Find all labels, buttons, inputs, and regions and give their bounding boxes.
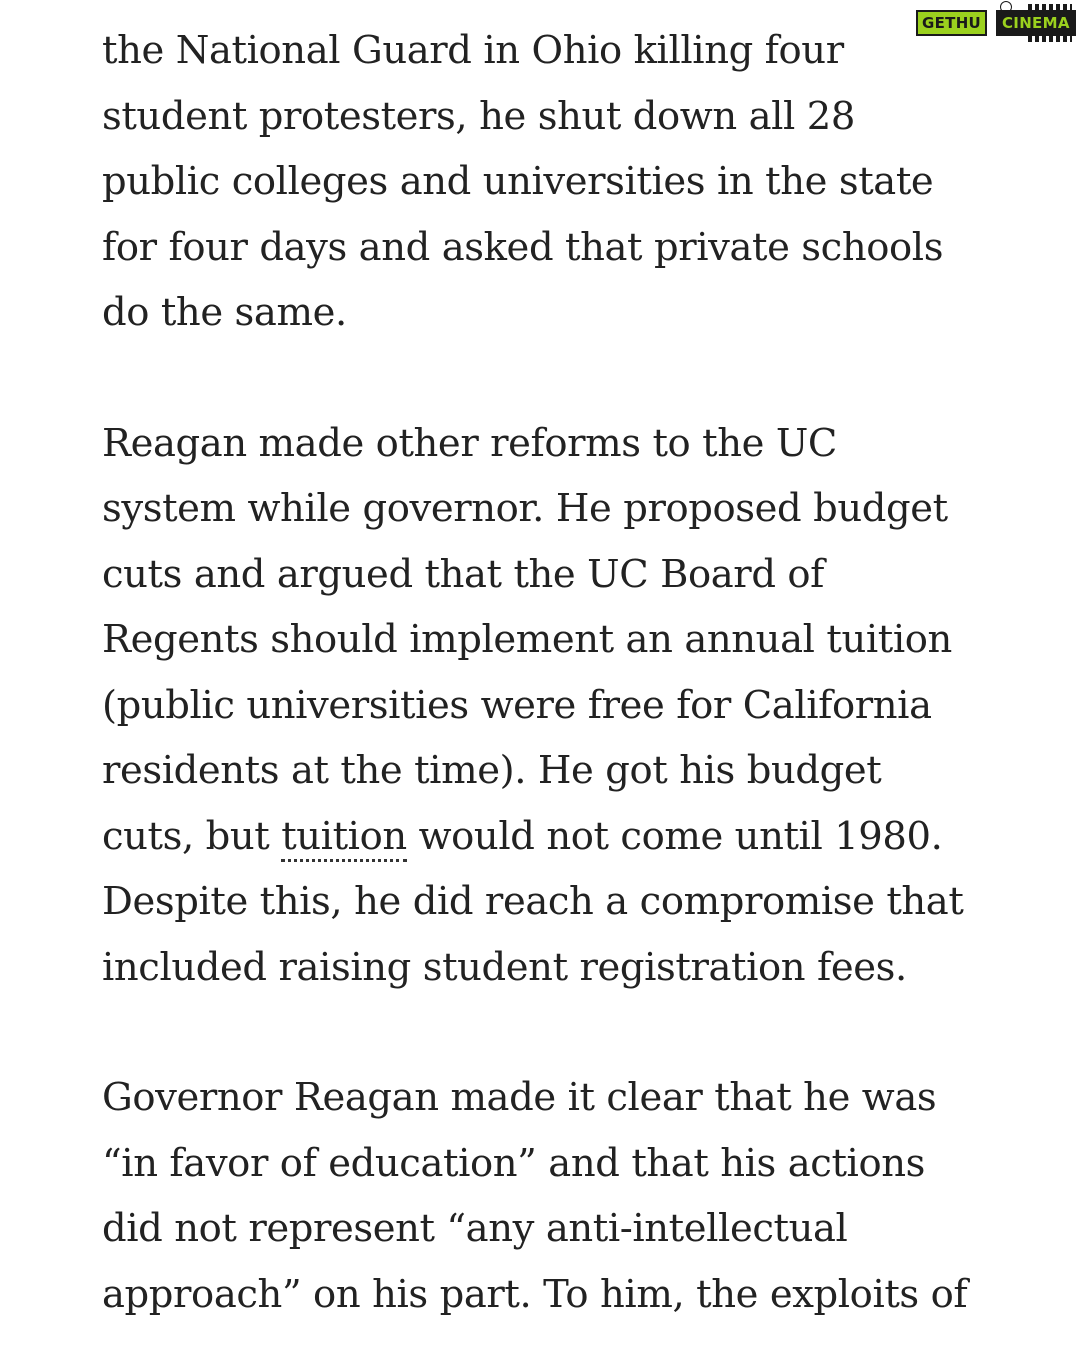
text-line: system while governor. He proposed budget (102, 486, 948, 531)
watermark-gethu-text: GETHU (916, 10, 987, 36)
text-line: Reagan made other reforms to the UC (102, 420, 837, 466)
text-line: student protesters, he shut down all 28 (102, 93, 855, 139)
text-line: residents at the time). He got his budget (102, 748, 882, 793)
paragraph-2 (102, 411, 1002, 1001)
text-line: Despite this, he did reach a compromise that (102, 879, 964, 924)
watermark-cinema-text: CINEMA (996, 10, 1076, 36)
text-line: did not represent “any anti-intellectual (102, 1206, 848, 1251)
text-segment: cuts, but (102, 813, 282, 859)
text-segment: would not come until 1980. (406, 813, 943, 859)
text-line: public colleges and universities in the state (102, 159, 934, 204)
article-body (102, 18, 1002, 1327)
film-strip-icon (1028, 36, 1072, 42)
text-line: cuts and argued that the UC Board of (102, 551, 825, 597)
text-line: the National Guard in Ohio killing four (102, 28, 844, 73)
text-line: do the same. (102, 290, 347, 335)
text-line: Regents should implement an annual tuition (102, 617, 952, 662)
film-strip-icon (1028, 4, 1072, 10)
text-line-with-link (102, 804, 1002, 870)
paragraph-1 (102, 18, 1002, 346)
text-line: for four days and asked that private schools (102, 224, 944, 270)
text-line: included raising student registration fees. (102, 944, 907, 990)
text-line: approach” on his part. To him, the exploits of (102, 1271, 968, 1317)
text-line: Governor Reagan made it clear that he was (102, 1075, 937, 1120)
paragraph-3 (102, 1065, 1002, 1327)
tuition-link[interactable]: tuition (281, 814, 407, 862)
text-line: (public universities were free for California (102, 682, 932, 728)
text-line: “in favor of education” and that his actions (102, 1140, 925, 1186)
